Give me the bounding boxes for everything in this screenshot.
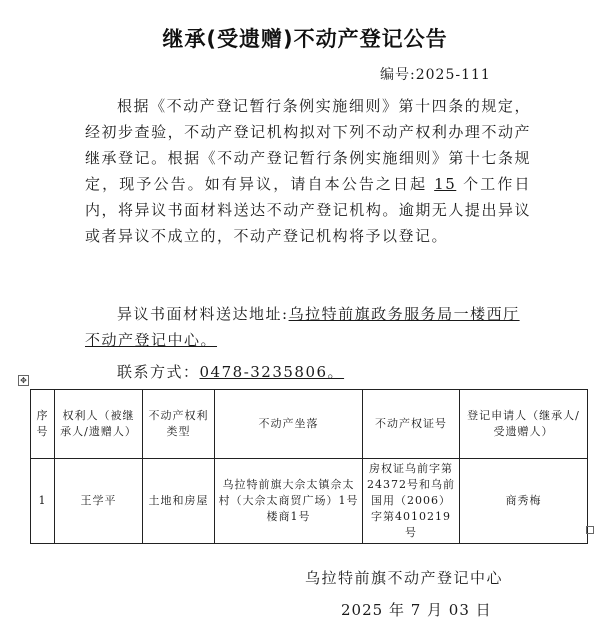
page-title: 继承(受遗赠)不动产登记公告	[162, 27, 448, 51]
cell-right-type: 土地和房屋	[143, 459, 215, 544]
contact-value: 0478-3235806。	[199, 363, 345, 381]
table-header-row	[31, 390, 588, 459]
document-number: 编号:2025-111	[380, 67, 491, 83]
announcement-body	[85, 93, 531, 249]
cell-location: 乌拉特前旗大佘太镇佘太村（大佘太商贸广场）1号楼商1号	[215, 459, 363, 544]
body-text-part2: 个工作日内，将异议书面材料送达不动产登记机构。逾期无人提出异议或者异议不成立的，不动产登记机构将予以登记。	[85, 175, 531, 245]
table-row	[31, 459, 588, 544]
header-location: 不动产坐落	[215, 390, 363, 459]
issue-date: 2025 年 7 月 03 日	[341, 601, 492, 619]
contact-info	[117, 361, 344, 382]
issuing-authority: 乌拉特前旗不动产登记中心	[305, 569, 504, 587]
cell-certificate: 房权证乌前字第24372号和乌前国用（2006）字第4010219号	[363, 459, 460, 544]
objection-address	[85, 301, 531, 353]
header-owner: 权利人（被继承人/遗赠人）	[55, 390, 143, 459]
objection-days: 15	[434, 175, 457, 193]
address-value: 乌拉特前旗政务服务局一楼西厅不动产登记中心。	[85, 305, 520, 349]
header-applicant: 登记申请人（继承人/受遗赠人）	[460, 390, 588, 459]
header-certificate: 不动产权证号	[363, 390, 460, 459]
cell-applicant: 商秀梅	[460, 459, 588, 544]
contact-label: 联系方式：	[117, 363, 200, 381]
cell-serial: 1	[31, 459, 55, 544]
table-resize-handle-icon[interactable]	[586, 526, 594, 534]
cell-owner: 王学平	[55, 459, 143, 544]
header-serial: 序号	[31, 390, 55, 459]
body-text-part1: 根据《不动产登记暂行条例实施细则》第十四条的规定，经初步查验，不动产登记机构拟对下列不动产权利办理不动产继承登记。根据《不动产登记暂行条例实施细则》第十七条规定，现予公告。如有异议，请自本公告之日起	[85, 97, 531, 193]
address-label: 异议书面材料送达地址:	[117, 305, 289, 323]
table-move-handle-icon[interactable]: ✥	[18, 375, 29, 386]
header-right-type: 不动产权利类型	[143, 390, 215, 459]
registration-table	[30, 389, 588, 544]
